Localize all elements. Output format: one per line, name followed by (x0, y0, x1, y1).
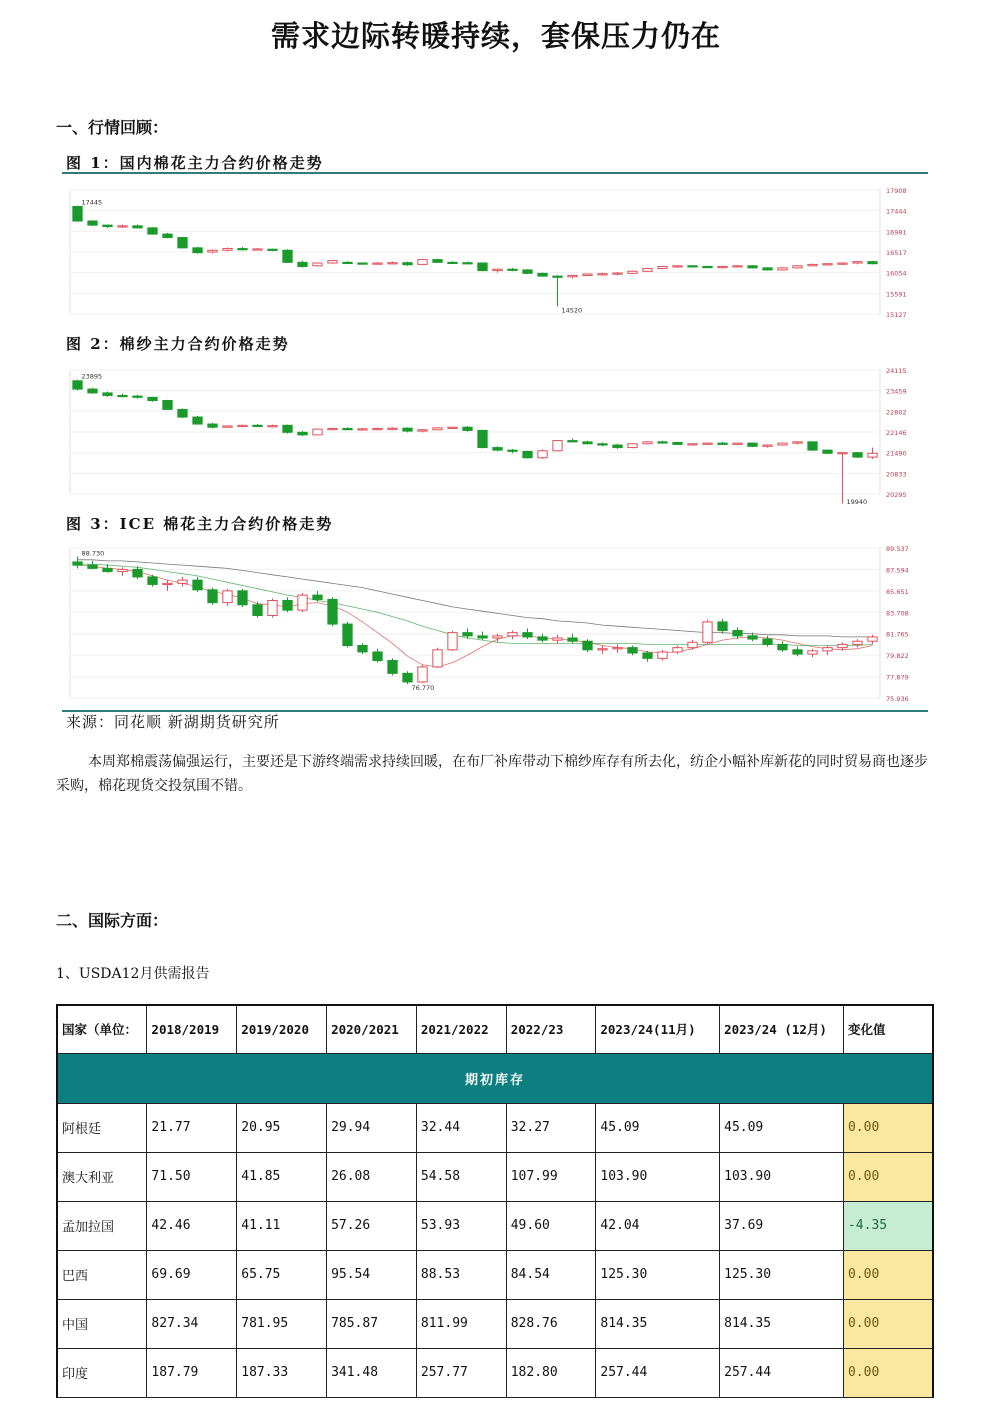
cell-value: 257.44 (720, 1348, 844, 1397)
candle-body (748, 443, 757, 446)
candle-body (433, 428, 442, 430)
cell-value: 103.90 (720, 1152, 844, 1201)
cell-value: 827.34 (147, 1299, 237, 1348)
figure-1-chart (62, 176, 928, 326)
cell-change: 0.00 (843, 1348, 933, 1397)
cell-value: 125.30 (596, 1250, 720, 1299)
y-tick-label: 21490 (886, 449, 907, 458)
y-tick-label: 23459 (886, 387, 907, 396)
candle-body (433, 650, 442, 667)
candle-body (523, 270, 532, 273)
candle-body (328, 261, 337, 263)
cell-value: 781.95 (237, 1299, 327, 1348)
candle-body (208, 424, 217, 427)
moving-average-line (78, 560, 873, 637)
col-header-2022-23: 2022/23 (506, 1005, 596, 1053)
cell-value: 20.95 (237, 1103, 327, 1152)
candle-body (298, 595, 307, 610)
table-row (57, 1201, 933, 1250)
candle-body (343, 262, 352, 263)
cell-value: 45.09 (720, 1103, 844, 1152)
candle-body (538, 273, 547, 276)
table-row (57, 1250, 933, 1299)
cell-change: 0.00 (843, 1299, 933, 1348)
candle-body (73, 207, 82, 221)
cell-value: 32.27 (506, 1103, 596, 1152)
y-tick-label: 15591 (886, 290, 907, 299)
cell-value: 71.50 (147, 1152, 237, 1201)
candle-body (853, 641, 862, 644)
figure-3-title: 图 3：ICE 棉花主力合约价格走势 (66, 515, 334, 533)
y-tick-label: 85.651 (886, 587, 909, 596)
candle-body (433, 260, 442, 263)
candle-body (268, 426, 277, 427)
candle-body (178, 409, 187, 417)
candle-body (403, 428, 412, 431)
candle-body (823, 648, 832, 651)
cell-value: 257.77 (416, 1348, 506, 1397)
candle-body (673, 266, 682, 267)
candle-body (853, 453, 862, 457)
cell-value: 42.46 (147, 1201, 237, 1250)
candle-body (763, 445, 772, 446)
candle-body (628, 271, 637, 273)
cell-value: 84.54 (506, 1250, 596, 1299)
candle-body (688, 642, 697, 647)
y-tick-label: 79.822 (886, 652, 909, 661)
cell-value: 41.11 (237, 1201, 327, 1250)
cell-change: 0.00 (843, 1250, 933, 1299)
cell-value: 814.35 (720, 1299, 844, 1348)
candle-body (823, 450, 832, 453)
cell-value: 41.85 (237, 1152, 327, 1201)
cell-value: 42.04 (596, 1201, 720, 1250)
candle-body (343, 624, 352, 645)
candle-body (148, 397, 157, 400)
candle-body (643, 442, 652, 444)
cell-change: -4.35 (843, 1201, 933, 1250)
candle-body (373, 263, 382, 264)
cell-value: 49.60 (506, 1201, 596, 1250)
candle-body (313, 429, 322, 435)
high-label: 23895 (81, 372, 103, 381)
y-tick-label: 24115 (886, 367, 907, 375)
candle-body (193, 580, 202, 590)
candle-body (373, 652, 382, 661)
candle-body (118, 226, 127, 227)
candle-body (448, 262, 457, 263)
candle-body (598, 274, 607, 275)
candle-body (808, 651, 817, 654)
candle-body (103, 568, 112, 571)
candle-body (793, 442, 802, 443)
candle-body (778, 644, 787, 649)
candle-body (778, 268, 787, 270)
candle-body (673, 648, 682, 652)
candle-body (613, 648, 622, 649)
candle-body (463, 427, 472, 430)
candle-body (478, 636, 487, 638)
candle-body (103, 225, 112, 226)
cell-value: 785.87 (327, 1299, 417, 1348)
candle-body (463, 263, 472, 264)
figure-2-chart (62, 356, 928, 506)
cell-country: 巴西 (57, 1250, 147, 1299)
y-tick-label: 20833 (886, 470, 907, 479)
candle-body (703, 266, 712, 267)
candle-body (838, 453, 847, 454)
cell-value: 182.80 (506, 1348, 596, 1397)
figure-1-rule (62, 172, 928, 174)
candle-body (628, 444, 637, 448)
candle-body (868, 262, 877, 264)
y-tick-label: 22146 (886, 429, 907, 437)
y-tick-label: 87.594 (886, 566, 909, 575)
candle-body (523, 633, 532, 637)
cell-change: 0.00 (843, 1152, 933, 1201)
candle-body (253, 605, 262, 616)
candle-body (718, 266, 727, 267)
table-header-row (57, 1005, 933, 1053)
col-header-country: 国家（单位： (57, 1005, 147, 1053)
high-label: 88.730 (81, 549, 105, 558)
section-heading-international: 二、国际方面： (56, 911, 169, 930)
y-tick-label: 16517 (886, 249, 907, 257)
candle-body (703, 622, 712, 642)
candle-body (178, 580, 187, 583)
candle-body (223, 426, 232, 427)
candle-body (238, 249, 247, 250)
candle-body (88, 389, 97, 393)
candle-body (778, 443, 787, 445)
table-row (57, 1299, 933, 1348)
candle-body (718, 443, 727, 444)
candle-body (283, 601, 292, 611)
candle-body (88, 565, 97, 568)
col-header-2020-2021: 2020/2021 (327, 1005, 417, 1053)
candle-body (328, 429, 337, 430)
col-header-2019-2020: 2019/2020 (237, 1005, 327, 1053)
candle-body (478, 263, 487, 271)
candle-body (163, 401, 172, 410)
candle-body (253, 425, 262, 426)
candle-body (508, 633, 517, 636)
cell-value: 341.48 (327, 1348, 417, 1397)
candle-body (583, 442, 592, 444)
col-header-2021-2022: 2021/2022 (416, 1005, 506, 1053)
candle-body (418, 260, 427, 265)
y-tick-label: 20295 (886, 491, 907, 499)
candle-body (613, 273, 622, 274)
candle-body (838, 644, 847, 647)
candle-body (658, 652, 667, 658)
cell-value: 65.75 (237, 1250, 327, 1299)
table-band-row (57, 1053, 933, 1103)
candle-body (763, 268, 772, 270)
candle-body (388, 263, 397, 264)
candle-body (568, 638, 577, 641)
candle-body (763, 639, 772, 644)
candle-body (643, 653, 652, 658)
candle-body (508, 269, 517, 270)
cell-value: 95.54 (327, 1250, 417, 1299)
candle-body (733, 443, 742, 444)
cell-country: 中国 (57, 1299, 147, 1348)
candle-body (208, 250, 217, 252)
candle-body (598, 444, 607, 445)
candle-body (148, 577, 157, 585)
candle-body (748, 266, 757, 268)
candle-body (493, 269, 502, 270)
cell-value: 811.99 (416, 1299, 506, 1348)
candle-body (538, 637, 547, 640)
candle-body (553, 441, 562, 451)
candle-body (553, 276, 562, 277)
candle-body (733, 631, 742, 636)
candle-body (343, 429, 352, 430)
candle-body (328, 599, 337, 624)
candle-body (613, 445, 622, 448)
candle-body (238, 425, 247, 426)
candle-body (298, 432, 307, 435)
cell-value: 21.77 (147, 1103, 237, 1152)
candle-body (268, 601, 277, 616)
high-label: 17445 (81, 198, 103, 207)
candle-body (418, 430, 427, 431)
candle-body (808, 442, 817, 450)
candle-body (418, 667, 427, 682)
candle-body (238, 591, 247, 605)
figure-2-candlestick-svg (62, 356, 928, 506)
y-tick-label: 89.537 (886, 545, 909, 553)
candle-body (493, 636, 502, 638)
candle-body (808, 264, 817, 265)
figure-2-title: 图 2：棉纱主力合约价格走势 (66, 335, 290, 353)
cell-value: 828.76 (506, 1299, 596, 1348)
candle-body (298, 262, 307, 266)
candle-body (853, 262, 862, 263)
candle-body (133, 569, 142, 577)
cell-value: 29.94 (327, 1103, 417, 1152)
figure-1-title: 图 1：国内棉花主力合约价格走势 (66, 154, 324, 172)
candle-body (208, 590, 217, 603)
cell-country: 孟加拉国 (57, 1201, 147, 1250)
candle-body (748, 636, 757, 639)
candle-body (313, 595, 322, 599)
low-label: 14520 (561, 306, 583, 315)
candle-body (658, 266, 667, 268)
candle-body (868, 453, 877, 457)
col-header-change: 变化值 (843, 1005, 933, 1053)
candle-body (448, 427, 457, 428)
y-tick-label: 81.765 (886, 630, 909, 639)
candle-body (583, 274, 592, 275)
cell-country: 澳大利亚 (57, 1152, 147, 1201)
cell-value: 257.44 (596, 1348, 720, 1397)
candle-body (448, 633, 457, 650)
candle-body (373, 429, 382, 430)
candle-body (163, 583, 172, 584)
plot-frame (70, 548, 880, 698)
candle-body (163, 234, 172, 237)
candle-body (403, 673, 412, 682)
cell-country: 阿根廷 (57, 1103, 147, 1152)
y-tick-label: 17444 (886, 207, 907, 216)
cell-value: 32.44 (416, 1103, 506, 1152)
cell-value: 45.09 (596, 1103, 720, 1152)
candle-body (838, 263, 847, 264)
low-label: 76.770 (411, 684, 435, 693)
candle-body (193, 417, 202, 424)
candle-body (598, 649, 607, 650)
y-tick-label: 83.708 (886, 609, 909, 618)
candle-body (718, 622, 727, 631)
candle-body (568, 275, 577, 276)
y-tick-label: 16054 (886, 269, 907, 278)
candle-body (583, 641, 592, 650)
cell-value: 88.53 (416, 1250, 506, 1299)
candle-body (493, 448, 502, 451)
cell-value: 53.93 (416, 1201, 506, 1250)
candle-body (388, 428, 397, 429)
candle-body (703, 443, 712, 444)
market-summary-paragraph: 本周郑棉震荡偏强运行，主要还是下游终端需求持续回暖，在布厂补库带动下棉纱库存有所去化，纺企小幅补库新花的同时贸易商也逐步采购，棉花现货交投氛围不错。 (56, 754, 928, 794)
candle-body (688, 444, 697, 445)
figure-1-candlestick-svg (62, 176, 928, 326)
cell-value: 187.33 (237, 1348, 327, 1397)
cell-value: 57.26 (327, 1201, 417, 1250)
candle-body (148, 228, 157, 234)
document-title: 需求边际转暖持续，套保压力仍在 (270, 19, 721, 53)
candle-body (73, 562, 82, 565)
cell-value: 814.35 (596, 1299, 720, 1348)
candle-body (133, 226, 142, 228)
y-tick-label: 16981 (886, 228, 907, 237)
candle-body (688, 266, 697, 267)
candle-body (508, 450, 517, 451)
col-header-2023-24-dec: 2023/24 (12月) (720, 1005, 844, 1053)
candle-body (658, 442, 667, 443)
candle-body (268, 249, 277, 250)
y-tick-label: 75.936 (886, 695, 909, 703)
candle-body (283, 250, 292, 262)
candle-body (223, 591, 232, 603)
cell-value: 103.90 (596, 1152, 720, 1201)
y-tick-label: 77.879 (886, 673, 909, 682)
figure-3-chart (62, 534, 928, 710)
candle-body (823, 264, 832, 265)
cell-value: 107.99 (506, 1152, 596, 1201)
candle-body (118, 569, 127, 571)
cell-value: 69.69 (147, 1250, 237, 1299)
col-header-2018-2019: 2018/2019 (147, 1005, 237, 1053)
candle-body (568, 441, 577, 442)
cell-value: 187.79 (147, 1348, 237, 1397)
cell-value: 37.69 (720, 1201, 844, 1250)
y-tick-label: 15127 (886, 311, 907, 319)
section-heading-market-review: 一、行情回顾： (56, 118, 169, 137)
cell-country: 印度 (57, 1348, 147, 1397)
usda-supply-demand-table (56, 1004, 934, 1398)
candle-body (73, 381, 82, 389)
cell-change: 0.00 (843, 1103, 933, 1152)
cell-value: 125.30 (720, 1250, 844, 1299)
chart-source: 来源：同花顺 新湖期货研究所 (66, 713, 280, 731)
candle-body (358, 263, 367, 264)
candle-body (358, 429, 367, 430)
candle-body (193, 248, 202, 253)
usda-report-heading: 1、USDA12月供需报告 (56, 966, 210, 982)
cell-value: 54.58 (416, 1152, 506, 1201)
candle-body (118, 395, 127, 396)
table-row (57, 1103, 933, 1152)
candle-body (673, 442, 682, 444)
candle-body (88, 221, 97, 225)
y-tick-label: 17908 (886, 187, 907, 195)
candle-body (463, 633, 472, 636)
candle-body (223, 249, 232, 251)
candle-body (178, 238, 187, 248)
candle-body (283, 425, 292, 432)
candle-body (478, 430, 487, 447)
candle-body (103, 393, 112, 396)
candle-body (733, 266, 742, 267)
col-header-2023-24-nov: 2023/24(11月) (596, 1005, 720, 1053)
candle-body (538, 451, 547, 458)
candle-body (793, 650, 802, 654)
candle-body (133, 396, 142, 397)
y-tick-label: 22802 (886, 408, 907, 417)
cell-value: 26.08 (327, 1152, 417, 1201)
candle-body (793, 266, 802, 268)
low-label: 19940 (846, 498, 868, 506)
candle-body (358, 646, 367, 652)
candle-body (313, 263, 322, 266)
candle-body (553, 638, 562, 640)
table-row (57, 1348, 933, 1397)
candle-body (868, 637, 877, 641)
candle-body (643, 269, 652, 272)
candle-body (628, 648, 637, 653)
candle-body (253, 249, 262, 250)
table-row (57, 1152, 933, 1201)
candle-body (523, 451, 532, 457)
candle-body (403, 263, 412, 265)
candle-body (388, 661, 397, 674)
figure-3-candlestick-svg (62, 534, 928, 710)
band-label-beginning-stocks: 期初库存 (57, 1053, 933, 1103)
